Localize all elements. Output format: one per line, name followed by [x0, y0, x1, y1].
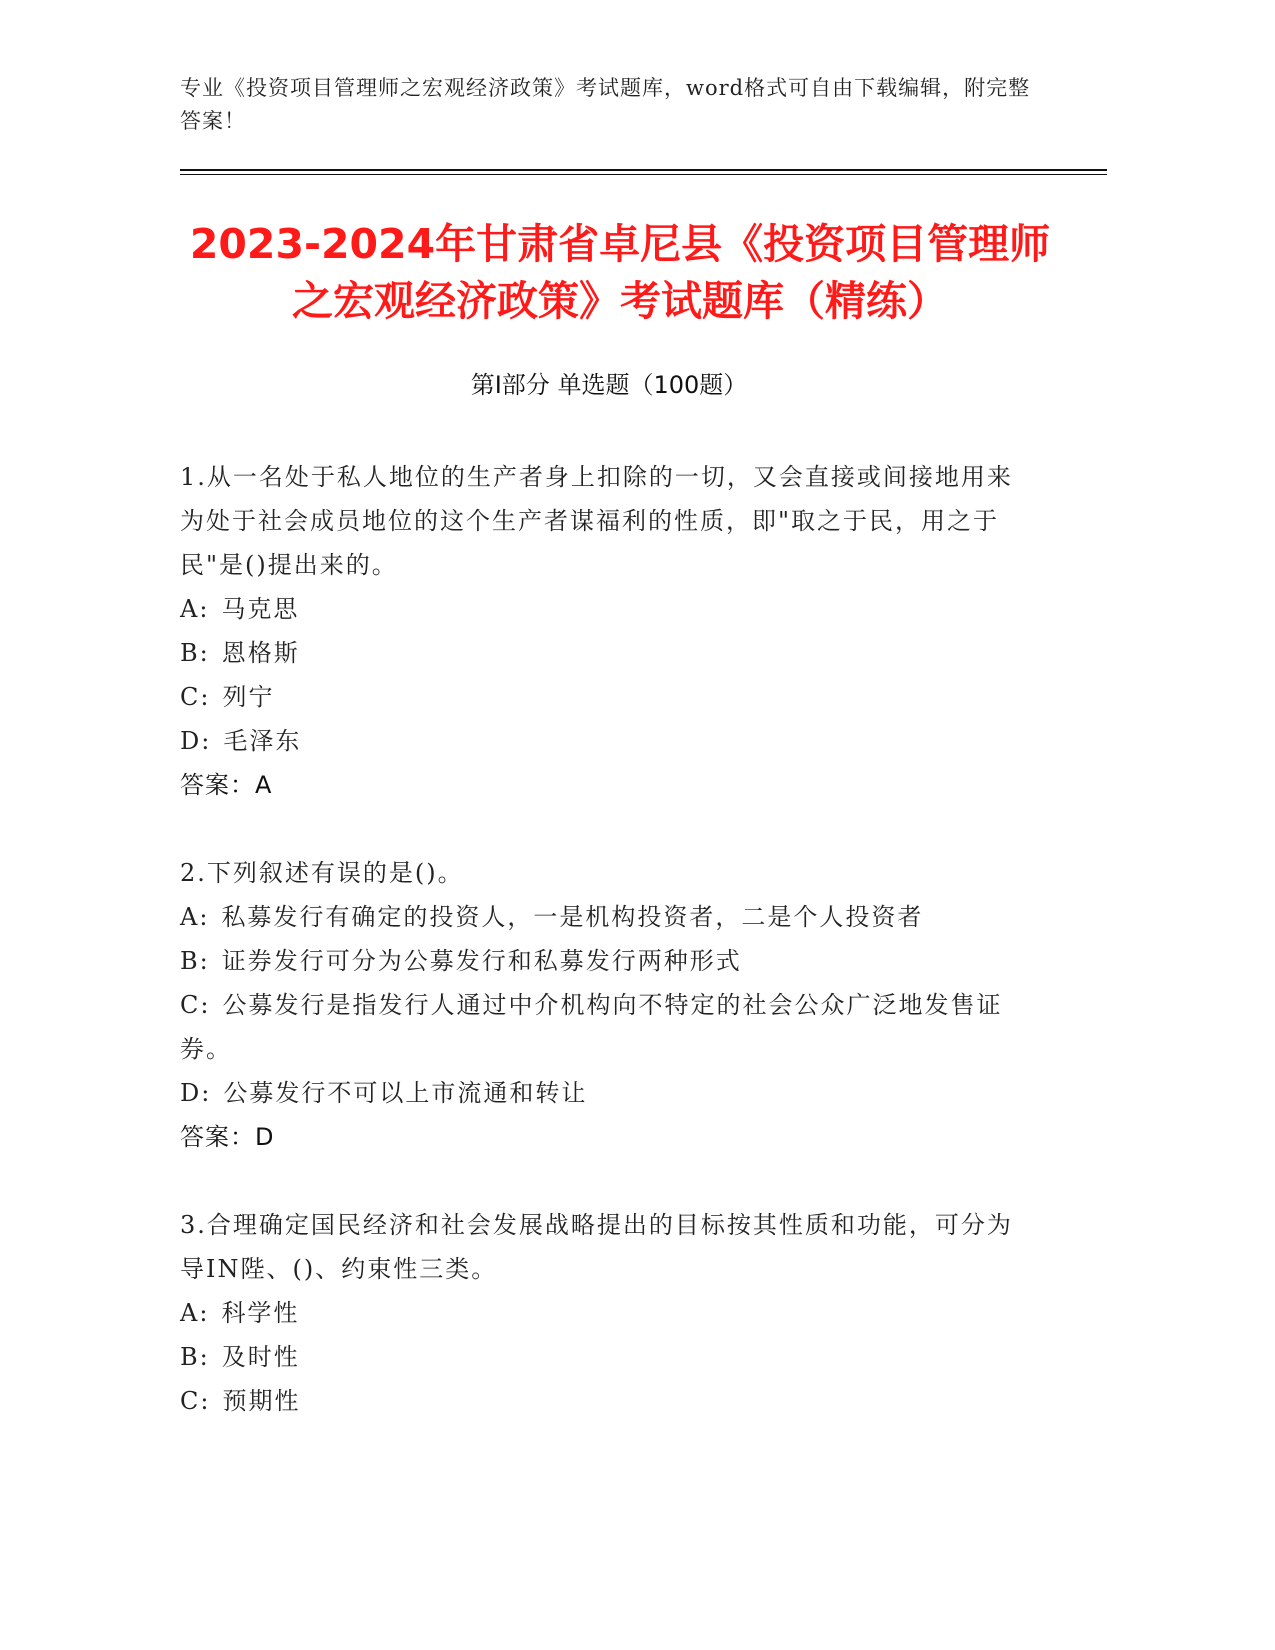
question-body: 下列叙述有误的是()。 — [206, 859, 464, 887]
option-separator: : — [200, 1387, 211, 1415]
option-key: B — [180, 1343, 200, 1371]
answer-label: 答案： — [180, 1123, 255, 1151]
option-key: C — [180, 1387, 201, 1415]
option-separator: : — [201, 727, 212, 755]
question-body: 合理确定国民经济和社会发展战略提出的目标按其性质和功能，可分为导IN陛、()、约束性三类。 — [180, 1211, 1013, 1283]
document-title: 2023-2024年甘肃省卓尼县《投资项目管理师之宏观经济政策》考试题库（精练） — [189, 220, 1051, 325]
option-text: 预期性 — [222, 1387, 301, 1415]
option-a — [180, 895, 1030, 939]
option-key: D — [180, 1079, 202, 1107]
option-b — [180, 631, 1030, 675]
option-key: C — [180, 991, 201, 1019]
question-number: 3. — [180, 1211, 207, 1239]
option-b — [180, 1335, 1030, 1379]
header-divider-thick — [180, 169, 1107, 171]
option-key: B — [180, 639, 200, 667]
question-text — [180, 455, 1030, 587]
option-c — [180, 1379, 1030, 1423]
option-text: 及时性 — [221, 1343, 300, 1371]
option-text: 恩格斯 — [221, 639, 300, 667]
question-text — [180, 851, 1030, 895]
option-separator: : — [199, 1343, 210, 1371]
option-text: 马克思 — [221, 595, 300, 623]
option-separator: : — [199, 1299, 210, 1327]
option-separator: : — [199, 903, 210, 931]
option-key: C — [180, 683, 201, 711]
option-a — [180, 1291, 1030, 1335]
option-d — [180, 719, 1030, 763]
option-key: A — [180, 1299, 200, 1327]
header-note: 专业《投资项目管理师之宏观经济政策》考试题库，word格式可自由下载编辑，附完整答案！ — [180, 76, 1031, 133]
option-c — [180, 983, 1030, 1071]
option-separator: : — [199, 595, 210, 623]
section-title: 第Ⅰ部分 单选题（100题） — [470, 371, 748, 399]
option-separator: : — [201, 1079, 212, 1107]
question-number: 2. — [180, 859, 207, 887]
question-number: 1. — [180, 463, 207, 491]
answer-value: A — [255, 771, 273, 799]
option-b — [180, 939, 1030, 983]
question-spacer — [180, 1159, 1030, 1203]
option-text: 毛泽东 — [223, 727, 302, 755]
answer-line — [180, 763, 1030, 807]
option-key: B — [180, 947, 200, 975]
question-text — [180, 1203, 1030, 1291]
option-c — [180, 675, 1030, 719]
option-separator: : — [200, 991, 211, 1019]
answer-label: 答案： — [180, 771, 255, 799]
option-d — [180, 1071, 1030, 1115]
question-body: 从一名处于私人地位的生产者身上扣除的一切，又会直接或间接地用来为处于社会成员地位的这个生产者谋福利的性质，即"取之于民，用之于民"是()提出来的。 — [180, 463, 1013, 579]
header-divider-thin — [180, 174, 1107, 175]
option-text: 列宁 — [222, 683, 275, 711]
option-key: A — [180, 903, 200, 931]
option-separator: : — [199, 947, 210, 975]
question-2 — [180, 851, 1030, 1159]
option-key: D — [180, 727, 202, 755]
question-1 — [180, 455, 1030, 807]
option-text: 证券发行可分为公募发行和私募发行两种形式 — [221, 947, 742, 975]
option-a — [180, 587, 1030, 631]
question-spacer — [180, 807, 1030, 851]
option-text: 公募发行不可以上市流通和转让 — [223, 1079, 588, 1107]
answer-line — [180, 1115, 1030, 1159]
option-text: 科学性 — [221, 1299, 300, 1327]
question-3 — [180, 1203, 1030, 1423]
option-key: A — [180, 595, 200, 623]
option-text: 公募发行是指发行人通过中介机构向不特定的社会公众广泛地发售证券。 — [180, 991, 1003, 1063]
option-separator: : — [199, 639, 210, 667]
option-text: 私募发行有确定的投资人，一是机构投资者，二是个人投资者 — [221, 903, 924, 931]
option-separator: : — [200, 683, 211, 711]
answer-value: D — [255, 1123, 275, 1151]
question-list — [180, 455, 1030, 1423]
